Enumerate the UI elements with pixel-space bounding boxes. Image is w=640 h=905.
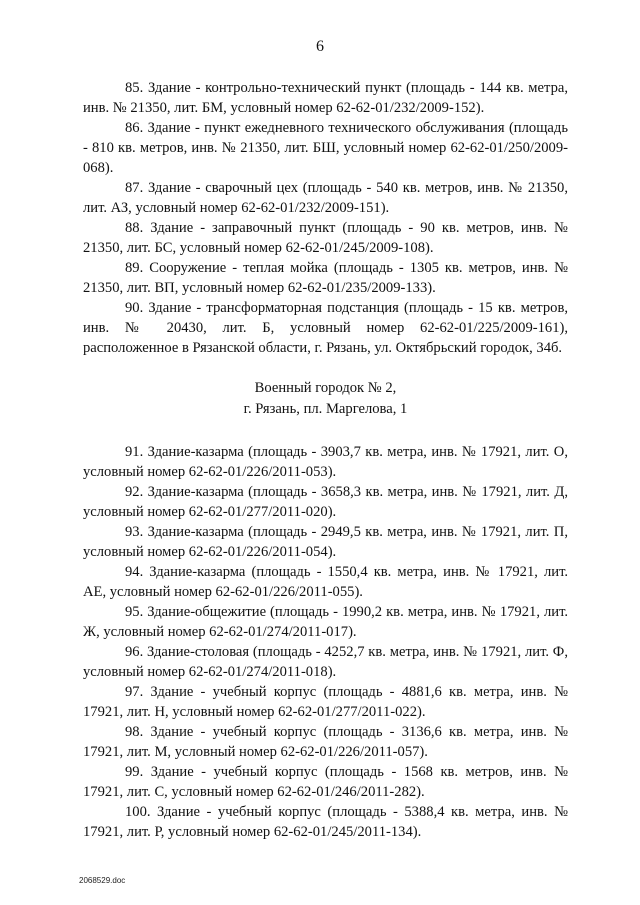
list-item: 86. Здание - пункт ежедневного технического обслуживания (площадь - 810 кв. метров, инв. № 21350, лит. БШ, условный номер 62-62-01/250/2009-068). [83, 120, 568, 176]
list-item: 99. Здание - учебный корпус (площадь - 1568 кв. метров, инв. № 17921, лит. С, условный номер 62-62-01/246/2011-282). [83, 764, 568, 800]
list-item: 90. Здание - трансформаторная подстанция (площадь - 15 кв. метров, инв. № 20430, лит. Б, условный номер 62-62-01/225/2009-161), расположенное в Рязанской области, г. Рязань, ул. Октябрьский городок, 34б. [83, 300, 568, 356]
list-item: 97. Здание - учебный корпус (площадь - 4881,6 кв. метра, инв. № 17921, лит. Н, условный номер 62-62-01/277/2011-022). [83, 684, 568, 720]
list-item: 96. Здание-столовая (площадь - 4252,7 кв. метра, инв. № 17921, лит. Ф, условный номер 62-62-01/274/2011-018). [83, 644, 568, 680]
document-footer: 2068529.doc [79, 876, 126, 885]
list-item: 92. Здание-казарма (площадь - 3658,3 кв. метра, инв. № 17921, лит. Д, условный номер 62-62-01/277/2011-020). [83, 484, 568, 520]
section-heading [83, 378, 568, 420]
section-title: Военный городок № 2, [254, 380, 397, 396]
list-item: 87. Здание - сварочный цех (площадь - 540 кв. метров, инв. № 21350, лит. АЗ, условный номер 62-62-01/232/2009-151). [83, 180, 568, 216]
list-item: 88. Здание - заправочный пункт (площадь - 90 кв. метров, инв. № 21350, лит. БС, условный номер 62-62-01/245/2009-108). [83, 220, 568, 256]
document-body [83, 78, 568, 842]
list-item: 85. Здание - контрольно-технический пункт (площадь - 144 кв. метра, инв. № 21350, лит. БМ, условный номер 62-62-01/232/2009-152). [83, 80, 568, 116]
page-number: 6 [316, 38, 324, 55]
list-item: 100. Здание - учебный корпус (площадь - 5388,4 кв. метра, инв. № 17921, лит. Р, условный номер 62-62-01/245/2011-134). [83, 804, 568, 840]
section-subtitle: г. Рязань, пл. Маргелова, 1 [243, 401, 408, 417]
list-item: 91. Здание-казарма (площадь - 3903,7 кв. метра, инв. № 17921, лит. О, условный номер 62-62-01/226/2011-053). [83, 444, 568, 480]
list-item: 93. Здание-казарма (площадь - 2949,5 кв. метра, инв. № 17921, лит. П, условный номер 62-62-01/226/2011-054). [83, 524, 568, 560]
list-item: 95. Здание-общежитие (площадь - 1990,2 кв. метра, инв. № 17921, лит. Ж, условный номер 62-62-01/274/2011-017). [83, 604, 568, 640]
list-item: 89. Сооружение - теплая мойка (площадь - 1305 кв. метров, инв. № 21350, лит. ВП, условный номер 62-62-01/235/2009-133). [83, 260, 568, 296]
list-item: 98. Здание - учебный корпус (площадь - 3136,6 кв. метра, инв. № 17921, лит. М, условный номер 62-62-01/226/2011-057). [83, 724, 568, 760]
list-item: 94. Здание-казарма (площадь - 1550,4 кв. метра, инв. № 17921, лит. АЕ, условный номер 62-62-01/226/2011-055). [83, 564, 568, 600]
